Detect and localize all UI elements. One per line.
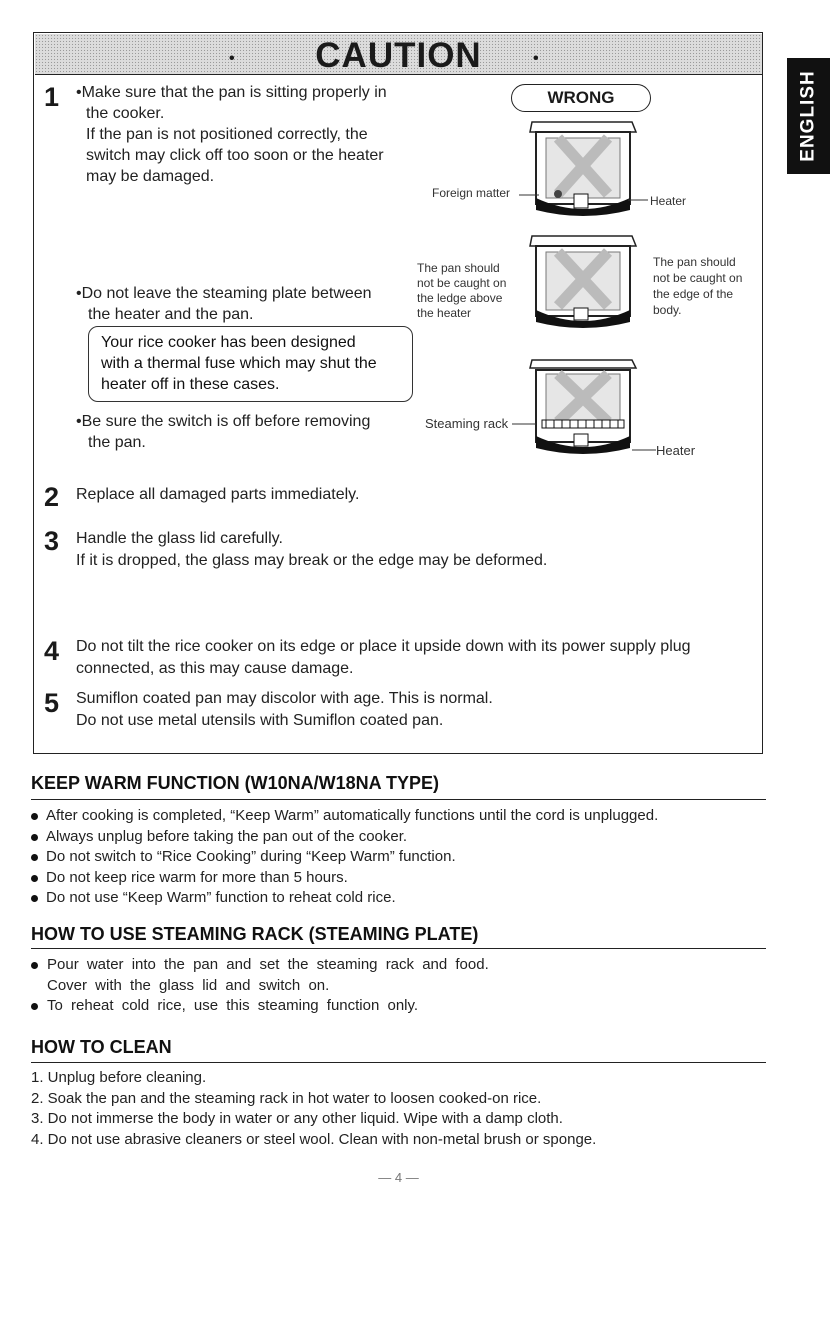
item-number-2: 2: [44, 482, 60, 512]
cooker-figure-foreign-matter: [528, 118, 638, 218]
pan-ledge-line-2: not be caught on: [417, 276, 507, 290]
pan-edge-line-2: not be caught on: [653, 271, 743, 285]
item-4-line-2: connected, as this may cause damage.: [76, 660, 354, 677]
item-1-line-2: the cooker.: [86, 105, 165, 122]
item-number-5: 5: [44, 688, 60, 718]
heater-label-1: Heater: [650, 194, 687, 208]
keep-warm-item: Do not keep rice warm for more than 5 hours.: [31, 868, 771, 889]
steaming-item-line: To reheat cold rice, use this steaming function only.: [47, 997, 419, 1014]
steaming-title: HOW TO USE STEAMING RACK (STEAMING PLATE): [31, 924, 479, 944]
caution-dot-left: •: [229, 50, 235, 67]
steaming-list: [31, 955, 771, 1017]
clean-rule: [31, 1062, 766, 1063]
keep-warm-item: Do not use “Keep Warm” function to reheat cold rice.: [31, 888, 771, 909]
item-2-text: Replace all damaged parts immediately.: [76, 486, 360, 503]
pan-ledge-line-1: The pan should: [417, 261, 500, 275]
item-5-line-1: Sumiflon coated pan may discolor with age. This is normal.: [76, 690, 493, 707]
cooker-figure-steaming-rack: [528, 356, 638, 456]
language-tab-label: ENGLISH: [797, 70, 819, 162]
keep-warm-item: After cooking is completed, “Keep Warm” automatically functions until the cord is unplugged.: [31, 806, 771, 827]
heater-leader-2: [632, 448, 656, 454]
steaming-item-line: Pour water into the pan and set the steaming rack and food.: [47, 956, 489, 973]
steaming-rack-leader: [512, 422, 536, 428]
thermal-fuse-note: [88, 326, 413, 402]
steaming-rule: [31, 948, 766, 949]
heater-leader-1: [628, 198, 648, 204]
pan-edge-line-1: The pan should: [653, 255, 736, 269]
cooker-lid-3: [530, 360, 636, 368]
keep-warm-item: Always unplug before taking the pan out of the cooker.: [31, 827, 771, 848]
keep-warm-list: [31, 806, 771, 909]
note-line-2: with a thermal fuse which may shut the: [101, 355, 377, 372]
switch-off-line-1: •Be sure the switch is off before removing: [76, 413, 371, 430]
cooker-lid-1: [530, 122, 636, 132]
item-number-3: 3: [44, 526, 60, 556]
item-1-para-2: switch may click off too soon or the heater: [86, 147, 384, 164]
caution-dot-right: •: [533, 50, 539, 67]
keep-warm-title: KEEP WARM FUNCTION (W10NA/W18NA TYPE): [31, 773, 440, 793]
item-3-line-2: If it is dropped, the glass may break or the edge may be deformed.: [76, 552, 548, 569]
caution-title: CAUTION: [315, 36, 482, 75]
steaming-item: [31, 955, 771, 996]
clean-item: 1. Unplug before cleaning.: [31, 1069, 207, 1086]
foreign-matter-dot: [554, 190, 562, 198]
item-5-line-2: Do not use metal utensils with Sumiflon coated pan.: [76, 712, 444, 729]
cooker-lid-2: [530, 236, 636, 246]
pan-ledge-line-4: the heater: [417, 306, 472, 320]
steam-plate-line-1: •Do not leave the steaming plate between: [76, 285, 372, 302]
cooker-figure-ledge: [528, 232, 638, 332]
clean-item: 4. Do not use abrasive cleaners or steel wool. Clean with non-metal brush or sponge.: [31, 1130, 597, 1148]
note-line-3: heater off in these cases.: [101, 376, 280, 393]
page-number: — 4 —: [378, 1170, 419, 1185]
item-1-para-3: may be damaged.: [86, 168, 215, 185]
foreign-matter-leader: [519, 193, 539, 199]
note-line-1: Your rice cooker has been designed: [101, 334, 356, 351]
item-3-line-1: Handle the glass lid carefully.: [76, 530, 283, 547]
steaming-item-line: Cover with the glass lid and switch on.: [47, 976, 330, 994]
item-1-para-1: If the pan is not positioned correctly, the: [86, 126, 368, 143]
pan-edge-line-4: body.: [653, 303, 682, 317]
cooker-switch-2: [574, 308, 588, 320]
clean-item: 3. Do not immerse the body in water or any other liquid. Wipe with a damp cloth.: [31, 1110, 563, 1127]
clean-list: [31, 1068, 771, 1150]
cooker-switch-1: [574, 194, 588, 208]
clean-title: HOW TO CLEAN: [31, 1037, 172, 1057]
heater-label-2: Heater: [656, 443, 696, 458]
foreign-matter-label: Foreign matter: [432, 186, 511, 200]
steaming-item: [31, 996, 771, 1017]
switch-off-line-2: the pan.: [88, 434, 146, 451]
item-number-4: 4: [44, 636, 60, 666]
keep-warm-rule: [31, 799, 766, 800]
steam-plate-line-2: the heater and the pan.: [88, 306, 254, 323]
pan-edge-line-3: the edge of the: [653, 287, 734, 301]
item-1-line-1: •Make sure that the pan is sitting properly in: [76, 84, 387, 101]
item-number-1: 1: [44, 82, 60, 112]
wrong-label: WRONG: [511, 84, 651, 112]
cooker-switch-3: [574, 434, 588, 446]
item-4-line-1: Do not tilt the rice cooker on its edge or place it upside down with its power supply plug: [76, 638, 691, 655]
pan-ledge-line-3: the ledge above: [417, 291, 503, 305]
steaming-rack-label: Steaming rack: [425, 416, 509, 431]
keep-warm-item: Do not switch to “Rice Cooking” during “Keep Warm” function.: [31, 847, 771, 868]
clean-item: 2. Soak the pan and the steaming rack in hot water to loosen cooked-on rice.: [31, 1089, 542, 1107]
